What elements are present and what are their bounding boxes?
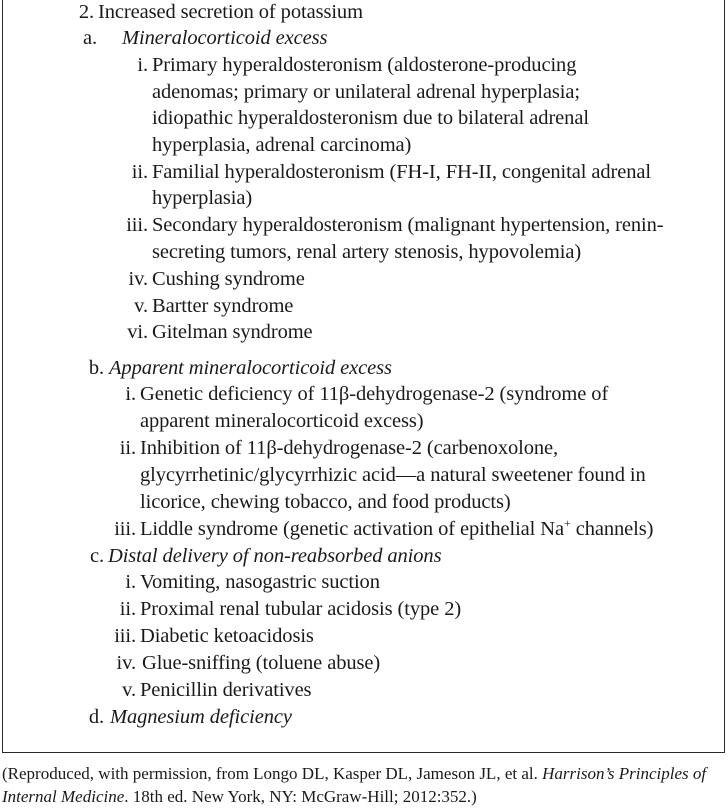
item-text: Glue-sniffing (toluene abuse) bbox=[142, 652, 381, 674]
item-marker: i. bbox=[137, 54, 148, 76]
item-marker: i. bbox=[125, 571, 136, 593]
subsection-marker: b. bbox=[88, 357, 104, 379]
subsection-title: Distal delivery of non-reabsorbed anions bbox=[108, 545, 442, 567]
item-marker: iv. bbox=[116, 652, 136, 674]
item-marker: 2. bbox=[78, 1, 94, 23]
item-text-continued: idiopathic hyperaldosteronism due to bilateral adrenal bbox=[152, 107, 589, 129]
item-text-continued: glycyrrhetinic/glycyrrhizic acid—a natural sweetener found in bbox=[140, 464, 646, 486]
item-text bbox=[140, 516, 653, 542]
item-marker: ii. bbox=[131, 161, 148, 183]
item-marker: iv. bbox=[128, 268, 148, 290]
item-text-part: Liddle syndrome (genetic activation of epithelial Na bbox=[140, 518, 565, 540]
item-marker: iii. bbox=[114, 518, 136, 540]
item-title: Increased secretion of potassium bbox=[98, 1, 363, 23]
item-text: Secondary hyperaldosteronism (malignant hypertension, renin- bbox=[152, 214, 664, 236]
item-marker: ii. bbox=[119, 437, 136, 459]
caption-text: . 18th ed. New York, NY: McGraw-Hill; 2012:352.) bbox=[124, 787, 477, 806]
item-text: Vomiting, nasogastric suction bbox=[140, 571, 380, 593]
subsection-title: Mineralocorticoid excess bbox=[122, 27, 328, 49]
subsection-marker: a. bbox=[82, 27, 97, 49]
item-marker: iii. bbox=[126, 214, 148, 236]
source-caption bbox=[2, 762, 722, 808]
caption-book-title: Harrison’s Principles of bbox=[542, 764, 707, 783]
item-text: Cushing syndrome bbox=[152, 268, 305, 290]
item-text-part: channels) bbox=[570, 518, 654, 540]
item-text: Diabetic ketoacidosis bbox=[140, 625, 314, 647]
item-marker: vi. bbox=[127, 321, 148, 343]
item-text-continued: licorice, chewing tobacco, and food products) bbox=[140, 491, 511, 513]
item-text: Gitelman syndrome bbox=[152, 321, 313, 343]
item-text: Familial hyperaldosteronism (FH-I, FH-II, congenital adrenal bbox=[152, 161, 651, 183]
subsection-marker: c. bbox=[89, 545, 104, 567]
item-marker: v. bbox=[134, 295, 148, 317]
caption-book-title: Internal Medicine bbox=[2, 787, 125, 806]
item-marker: i. bbox=[125, 383, 136, 405]
item-marker: v. bbox=[122, 679, 136, 701]
item-marker: iii. bbox=[114, 625, 136, 647]
subsection-marker: d. bbox=[88, 706, 104, 728]
item-text-continued: hyperplasia) bbox=[152, 187, 253, 209]
subsection-title: Apparent mineralocorticoid excess bbox=[109, 357, 392, 379]
item-text: Penicillin derivatives bbox=[140, 679, 312, 701]
item-text: Genetic deficiency of 11β-dehydrogenase-2 (syndrome of bbox=[140, 383, 609, 405]
item-text-continued: apparent mineralocorticoid excess) bbox=[140, 410, 424, 432]
item-text-continued: hyperplasia, adrenal carcinoma) bbox=[152, 134, 412, 156]
item-text: Inhibition of 11β-dehydrogenase-2 (carbenoxolone, bbox=[140, 437, 559, 459]
item-text: Bartter syndrome bbox=[152, 295, 294, 317]
item-text: Proximal renal tubular acidosis (type 2) bbox=[140, 598, 462, 620]
item-text-continued: adenomas; primary or unilateral adrenal hyperplasia; bbox=[152, 81, 580, 103]
caption-text: (Reproduced, with permission, from Longo DL, Kasper DL, Jameson JL, et al. bbox=[2, 764, 543, 783]
item-marker: ii. bbox=[119, 598, 136, 620]
superscript-plus: + bbox=[564, 516, 571, 530]
item-text-continued: secreting tumors, renal artery stenosis, hypovolemia) bbox=[152, 241, 582, 263]
item-text: Primary hyperaldosteronism (aldosterone-producing bbox=[152, 54, 577, 76]
subsection-title: Magnesium deficiency bbox=[110, 706, 292, 728]
